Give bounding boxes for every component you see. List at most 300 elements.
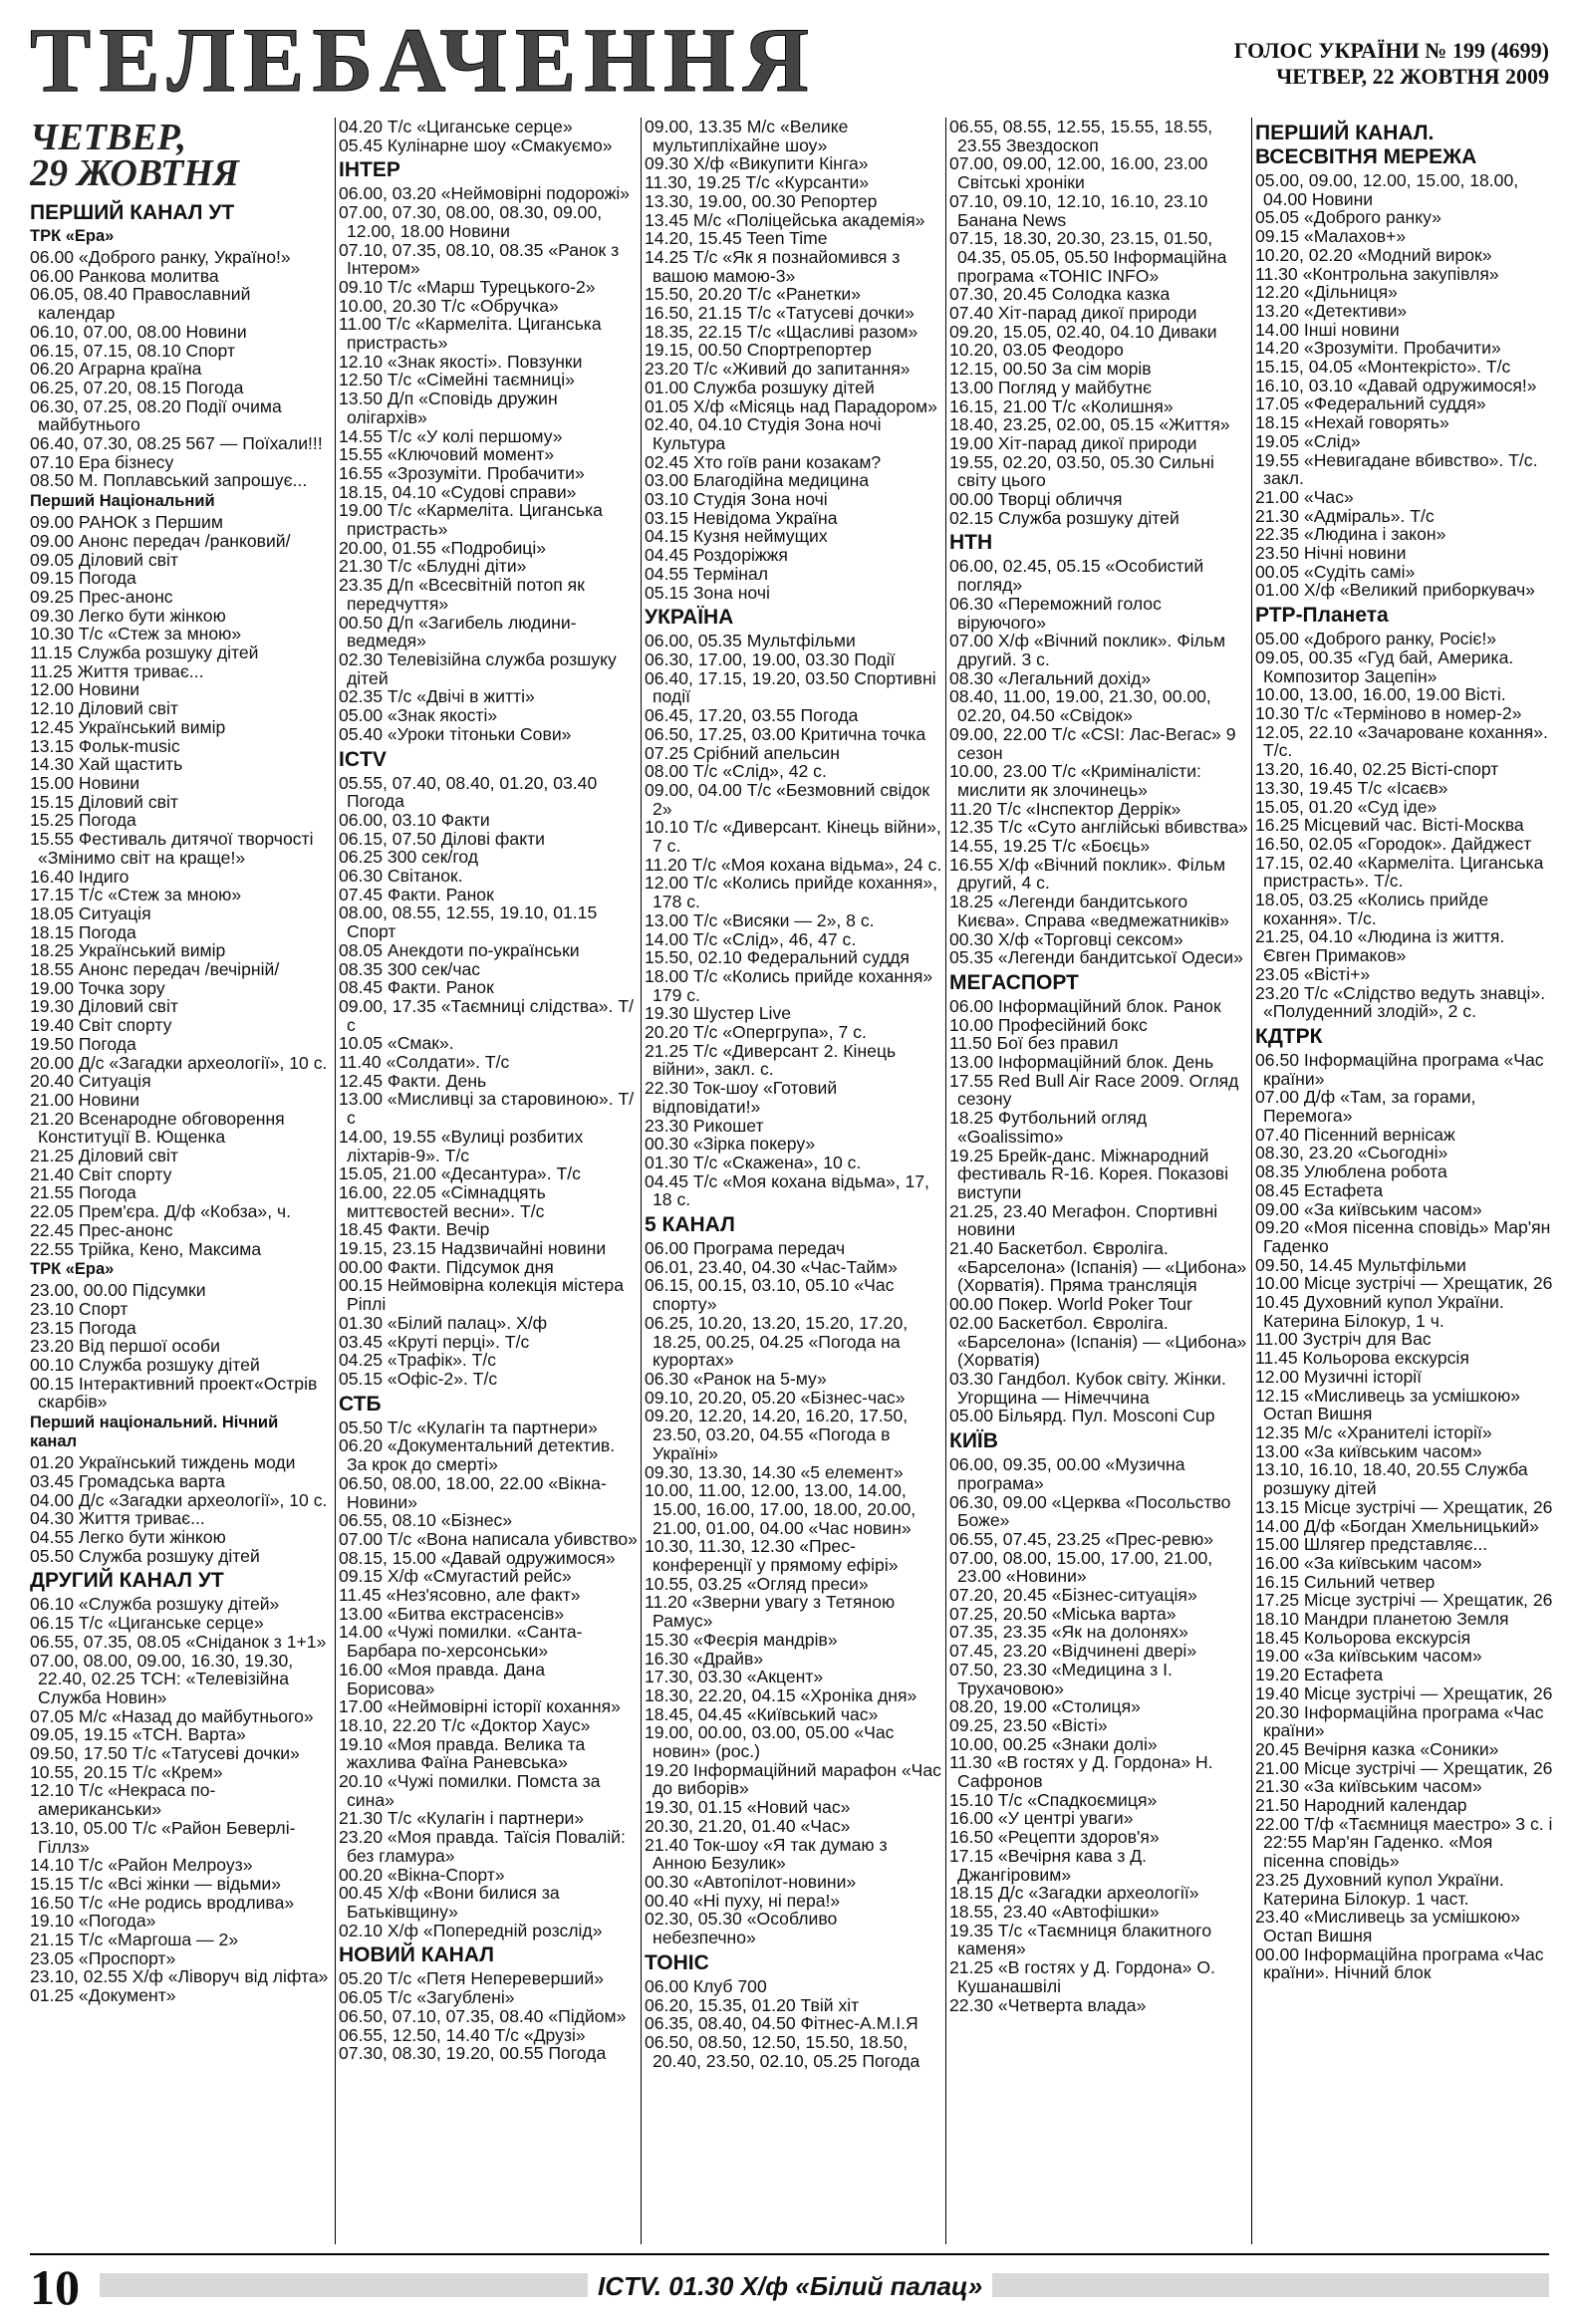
program-entry: 06.55, 08.55, 12.55, 15.55, 18.55, 23.55 Звездоскоп: [949, 118, 1213, 155]
newspaper-issue: ГОЛОС УКРАЇНИ № 199 (4699): [1233, 38, 1549, 63]
program-entry: 21.25 Т/с «Диверсант 2. Кінець війни», закл. с.: [645, 1040, 897, 1080]
program-entry: 01.00 Служба розшуку дітей: [645, 377, 875, 397]
program-entry: 07.45, 23.20 «Відчинені двері»: [949, 1641, 1197, 1662]
program-entry: 23.25 Духовний купол України. Катерина Білокур. 1 част.: [1255, 1869, 1504, 1909]
channel-name: МЕГАСПОРТ: [949, 970, 1079, 994]
program-entry: 06.20 Аграрна країна: [30, 359, 202, 380]
program-entry: 10.55, 03.25 «Огляд преси»: [645, 1573, 869, 1594]
page-number: 10: [30, 2259, 80, 2315]
program-entry: 09.00, 13.35 М/с «Велике мультипліхайне шоу»: [645, 118, 849, 155]
program-entry: 19.30 Шустер Live: [645, 1003, 792, 1024]
program-entry: 20.45 Вечірня казка «Соники»: [1255, 1738, 1499, 1759]
program-entry: 14.00 Д/ф «Богдан Хмельницький»: [1255, 1515, 1539, 1536]
program-entry: 00.45 Х/ф «Вони билися за Батьківщину»: [339, 1883, 560, 1922]
channel-name: РТР-Планета: [1255, 604, 1389, 628]
program-entry: 14.10 Т/с «Район Мелроуз»: [30, 1855, 253, 1876]
program-entry: 06.55, 07.45, 23.25 «Прес-ревю»: [949, 1528, 1214, 1549]
program-entry: 02.45 Хто гоїв рани козакам?: [645, 451, 882, 472]
program-entry: 07.40 Хіт-парад дикої природи: [949, 303, 1197, 324]
program-entry: 00.40 «Ні пуху, ні пера!»: [645, 1890, 841, 1911]
program-entry: 08.30, 23.20 «Сьогодні»: [1255, 1143, 1448, 1163]
program-entry: 06.40, 07.30, 08.25 567 — Поїхали!!!: [30, 433, 323, 454]
program-entry: 19.10 «Моя правда. Велика та жахлива Фаїна Раневська»: [339, 1733, 586, 1773]
program-entry: 03.10 Студія Зона ночі: [645, 489, 828, 510]
program-entry: 02.15 Служба розшуку дітей: [949, 507, 1179, 528]
program-entry: 23.05 «Вісті+»: [1255, 963, 1371, 984]
program-entry: 19.35 Т/с «Таємниця блакитного каменя»: [949, 1920, 1212, 1959]
program-entry: 02.35 Т/с «Двічі в житті»: [339, 686, 535, 707]
program-entry: 07.05 М/с «Назад до майбутнього»: [30, 1705, 314, 1726]
program-entry: 14.20, 15.45 Teen Time: [645, 228, 828, 249]
program-entry: 19.00 «За київським часом»: [1255, 1646, 1482, 1667]
issue-date: ЧЕТВЕР, 22 ЖОВТНЯ 2009: [1276, 64, 1549, 89]
program-entry: 03.00 Благодійна медицина: [645, 470, 870, 491]
program-entry: 20.20 Т/с «Опергрупа», 7 с.: [645, 1022, 867, 1043]
program-entry: 09.00 РАНОК з Першим: [30, 512, 223, 533]
program-entry: 09.50, 17.50 Т/с «Татусеві дочки»: [30, 1743, 300, 1764]
program-entry: 15.15 Т/с «Всі жінки — відьми»: [30, 1873, 282, 1894]
program-entry: 23.10, 02.55 Х/ф «Ліворуч від ліфта»: [30, 1966, 329, 1987]
program-entry: 09.25 Прес-анонс: [30, 586, 173, 607]
program-entry: 21.00 Місце зустрічі — Хрещатик, 26: [1255, 1757, 1553, 1778]
program-entry: 09.10, 20.20, 05.20 «Бізнес-час»: [645, 1387, 906, 1408]
program-entry: 06.25, 10.20, 13.20, 15.20, 17.20, 18.25, 00.25, 04.25 «Погода на курортах»: [645, 1312, 909, 1371]
program-entry: 21.25, 04.10 «Людина із життя. Євген Примаков»: [1255, 926, 1505, 966]
program-entry: 07.00, 09.00, 12.00, 16.00, 23.00 Світські хроніки: [949, 153, 1208, 193]
program-entry: 19.00 Точка зору: [30, 977, 165, 998]
program-entry: 13.30, 19.00, 00.30 Репортер: [645, 190, 878, 211]
program-entry: 09.05, 19.15 «ТСН. Варта»: [30, 1724, 246, 1745]
program-entry: 00.05 «Судіть самі»: [1255, 561, 1416, 582]
program-entry: 23.30 Рикошет: [645, 1115, 764, 1136]
program-entry: 10.10 Т/с «Диверсант. Кінець війни», 7 с.: [645, 817, 941, 857]
program-entry: 02.30 Телевізійна служба розшуку дітей: [339, 648, 617, 688]
page-header: [30, 9, 1549, 120]
program-entry: 21.15 Т/с «Маргоша — 2»: [30, 1930, 239, 1950]
column-divider: [1251, 118, 1252, 2244]
program-entry: 01.30 Т/с «Скажена», 10 с.: [645, 1152, 862, 1172]
program-entry: 15.50, 02.10 Федеральний суддя: [645, 947, 910, 968]
program-entry: 00.00 Інформаційна програма «Час країни». Нічний блок: [1255, 1943, 1544, 1983]
program-entry: 01.30 «Білий палац». Х/ф: [339, 1312, 548, 1333]
program-entry: 06.00, 02.45, 05.15 «Особистий погляд»: [949, 556, 1204, 596]
program-entry: 11.45 Кольорова екскурсія: [1255, 1348, 1469, 1369]
program-entry: 13.15 Фольк-music: [30, 735, 180, 756]
program-entry: 22.00 Т/ф «Таємниця маестро» 3 с. і 22:55 Мар'ян Гаденко. «Моя пісенна сповідь»: [1255, 1813, 1553, 1872]
program-entry: 18.40, 23.25, 02.00, 05.15 «Життя»: [949, 414, 1230, 435]
program-entry: 11.30 «В гостях у Д. Гордона» Н. Сафронов: [949, 1752, 1213, 1792]
program-entry: 05.00, 09.00, 12.00, 15.00, 18.00, 04.00 Новини: [1255, 170, 1519, 209]
program-entry: 16.15, 21.00 Т/с «Колишня»: [949, 395, 1174, 416]
program-entry: 11.50 Бої без правил: [949, 1033, 1119, 1054]
program-entry: 11.15 Служба розшуку дітей: [30, 643, 259, 663]
program-entry: 12.10 Діловий світ: [30, 698, 178, 719]
program-entry: 07.45 Факти. Ранок: [339, 884, 494, 904]
program-entry: 08.20, 19.00 «Столиця»: [949, 1696, 1141, 1717]
program-entry: 04.15 Кузня неймущих: [645, 526, 828, 547]
program-entry: 20.30 Інформаційна програма «Час країни»: [1255, 1701, 1544, 1741]
program-entry: 08.00 Т/с «Слід», 42 с.: [645, 761, 827, 782]
program-entry: 07.30, 08.30, 19.20, 00.55 Погода: [339, 2043, 607, 2064]
program-entry: 07.35, 23.35 «Як на долонях»: [949, 1622, 1188, 1643]
program-entry: 08.15, 15.00 «Давай одружимося»: [339, 1547, 616, 1568]
program-entry: 00.00 Творці обличчя: [949, 489, 1123, 510]
program-entry: 11.00 Зустріч для Вас: [1255, 1329, 1432, 1350]
program-entry: 23.20 Т/с «Живий до запитання»: [645, 359, 911, 380]
program-entry: 11.45 «Нез'ясовно, але факт»: [339, 1585, 581, 1606]
program-entry: 14.55 Т/с «У колі першому»: [339, 425, 563, 446]
program-entry: 06.01, 23.40, 04.30 «Час-Тайм»: [645, 1256, 898, 1277]
program-entry: 05.15 Зона ночі: [645, 582, 770, 603]
program-entry: 17.15 Т/с «Стеж за мною»: [30, 885, 242, 905]
program-entry: 09.15 Погода: [30, 568, 136, 589]
program-entry: 15.05, 21.00 «Десантура». Т/с: [339, 1163, 581, 1184]
channel-name: НТН: [949, 531, 993, 555]
channel-name: 5 КАНАЛ: [645, 1213, 735, 1237]
program-entry: 09.25, 23.50 «Вісті»: [949, 1714, 1108, 1735]
program-entry: 11.20 «Зверни увагу з Тетяною Рамус»: [645, 1592, 896, 1632]
program-entry: 09.20 «Моя пісенна сповідь» Мар'ян Гаденко: [1255, 1217, 1551, 1256]
program-entry: 12.45 Український вимір: [30, 716, 226, 737]
schedule-column-4: [949, 118, 1248, 2249]
program-entry: 16.00 «У центрі уваги»: [949, 1808, 1134, 1829]
program-entry: 22.45 Прес-анонс: [30, 1219, 173, 1240]
program-entry: 17.30, 03.30 «Акцент»: [645, 1667, 824, 1687]
program-entry: 08.45 Факти. Ранок: [339, 977, 494, 998]
program-entry: 06.35, 08.40, 04.50 Фітнес-А.М.І.Я: [645, 2013, 918, 2034]
program-entry: 05.05 «Доброго ранку»: [1255, 207, 1441, 228]
program-entry: 19.20 Інформаційний марафон «Час до виборів»: [645, 1759, 941, 1799]
program-entry: 09.10 Т/с «Марш Турецького-2»: [339, 276, 596, 297]
program-entry: 00.30 Х/ф «Торговці сексом»: [949, 928, 1183, 949]
program-entry: 16.50, 21.15 Т/с «Татусеві дочки»: [645, 303, 915, 324]
program-entry: 15.55 Фестиваль дитячої творчості «Змінимо світ на краще!»: [30, 829, 314, 868]
program-entry: 14.55, 19.25 Т/с «Боєць»: [949, 836, 1151, 857]
channel-name: КИЇВ: [949, 1429, 998, 1453]
program-entry: 17.15 «Вечірня кава з Д. Джангіровим»: [949, 1845, 1148, 1885]
program-entry: 10.55, 20.15 Т/с «Крем»: [30, 1761, 223, 1782]
program-entry: 21.25 Діловий світ: [30, 1146, 178, 1166]
program-entry: 19.55, 02.20, 03.50, 05.30 Сильні світу цього: [949, 451, 1214, 491]
program-entry: 06.55, 07.35, 08.05 «Сніданок з 1+1»: [30, 1631, 327, 1652]
program-entry: 14.00 Т/с «Слід», 46, 47 с.: [645, 928, 857, 949]
program-entry: 10.20, 02.20 «Модний вирок»: [1255, 244, 1492, 265]
program-entry: 14.25 Т/с «Як я познайомився з вашою мамою-3»: [645, 246, 901, 286]
program-entry: 18.15, 04.10 «Судові справи»: [339, 481, 577, 502]
column-divider: [641, 118, 642, 2244]
program-entry: 07.00, 08.00, 09.00, 16.30, 19.30, 22.40, 02.25 ТСН: «Телевізійна Служба Новин»: [30, 1650, 294, 1707]
program-entry: 06.00, 09.35, 00.00 «Музична програма»: [949, 1454, 1185, 1493]
program-entry: 07.10, 09.10, 12.10, 16.10, 23.10 Банана News: [949, 190, 1208, 230]
program-entry: 06.30 Світанок.: [339, 866, 463, 887]
program-entry: 19.25 Брейк-данс. Міжнародний фестиваль R-16. Корея. Показові виступи: [949, 1145, 1229, 1202]
program-entry: 03.45 «Круті перці». Т/с: [339, 1331, 530, 1352]
program-entry: 05.50 Служба розшуку дітей: [30, 1545, 260, 1566]
program-entry: 18.25 Футбольний огляд «Goalissimo»: [949, 1108, 1148, 1147]
program-entry: 18.45, 04.45 «Київський час»: [645, 1703, 879, 1724]
program-entry: 00.30 «Зірка покеру»: [645, 1134, 816, 1155]
program-entry: 12.00 Новини: [30, 679, 140, 700]
program-entry: 14.00 Інші новини: [1255, 319, 1400, 340]
program-entry: 07.10 Ера бізнесу: [30, 451, 174, 472]
program-entry: 11.30, 19.25 Т/с «Курсанти»: [645, 172, 870, 193]
program-entry: 05.00 «Знак якості»: [339, 705, 498, 726]
program-entry: 09.00, 17.35 «Таємниці слідства». Т/с: [339, 995, 634, 1035]
program-entry: 10.00, 11.00, 12.00, 13.00, 14.00, 15.00, 16.00, 17.00, 18.00, 20.00, 21.00, 01.00, 04.00 «Час новин»: [645, 1480, 916, 1538]
program-entry: 12.35 Т/с «Суто англійські вбивства»: [949, 817, 1248, 838]
program-entry: 07.00 Т/с «Вона написала убивство»: [339, 1528, 638, 1549]
program-entry: 00.10 Служба розшуку дітей: [30, 1355, 260, 1376]
program-entry: 12.20 «Дільниця»: [1255, 282, 1398, 303]
program-entry: 08.35 Улюблена робота: [1255, 1162, 1447, 1182]
program-entry: 15.00 Шлягер представляє...: [1255, 1534, 1488, 1555]
program-entry: 21.00 «Час»: [1255, 486, 1354, 507]
program-entry: 06.40, 17.15, 19.20, 03.50 Спортивні події: [645, 667, 936, 707]
program-entry: 09.20, 15.05, 02.40, 04.10 Диваки: [949, 321, 1217, 342]
program-entry: 08.00, 08.55, 12.55, 19.10, 01.15 Спорт: [339, 903, 598, 942]
program-entry: 04.20 Т/с «Циганське серце»: [339, 118, 573, 136]
program-entry: 10.00 Професійний бокс: [949, 1014, 1148, 1035]
program-entry: 21.40 Баскетбол. Євроліга. «Барселона» (Іспанія) — «Цибона» (Хорватія). Пряма трансляція: [949, 1238, 1247, 1296]
column-divider: [945, 118, 946, 2244]
program-entry: 09.20, 12.20, 14.20, 16.20, 17.50, 23.50, 03.20, 04.55 «Погода в Україні»: [645, 1406, 909, 1463]
program-entry: 20.40 Ситуація: [30, 1071, 151, 1092]
program-entry: 02.40, 04.10 Студія Зона ночі Культура: [645, 414, 882, 453]
program-entry: 06.45, 17.20, 03.55 Погода: [645, 705, 859, 726]
program-entry: 06.10, 07.00, 08.00 Новини: [30, 321, 247, 342]
program-entry: 13.15 Місце зустрічі — Хрещатик, 26: [1255, 1496, 1553, 1517]
program-entry: 09.00 Анонс передач /ранковий/: [30, 530, 291, 551]
program-entry: 23.20 Від першої особи: [30, 1336, 220, 1357]
program-entry: 10.00 Місце зустрічі — Хрещатик, 26: [1255, 1273, 1553, 1294]
program-entry: 01.05 Х/ф «Місяць над Парадором»: [645, 395, 937, 416]
program-entry: 06.00, 03.20 «Неймовірні подорожі»: [339, 183, 631, 204]
program-entry: 18.15 Погода: [30, 921, 136, 942]
channel-subheading: Перший Національний: [30, 492, 215, 511]
program-entry: 20.10 «Чужі помилки. Помста за сина»: [339, 1771, 601, 1810]
program-entry: 12.15, 00.50 За сім морів: [949, 359, 1152, 380]
program-entry: 21.25 «В гостях у Д. Гордона» О. Кушанашвілі: [949, 1957, 1215, 1996]
schedule-column-3: [645, 118, 943, 2249]
program-entry: 15.05, 01.20 «Суд іде»: [1255, 796, 1438, 817]
program-entry: 06.00 Ранкова молитва: [30, 265, 219, 286]
program-entry: 16.00 «За київським часом»: [1255, 1552, 1482, 1573]
program-entry: 06.15, 07.50 Ділові факти: [339, 828, 545, 849]
program-entry: 19.30 Діловий світ: [30, 996, 178, 1017]
program-entry: 00.15 Інтерактивний проект«Острів скарбів»: [30, 1373, 318, 1413]
program-entry: 07.40 Пісенний вернісаж: [1255, 1124, 1455, 1145]
program-entry: 07.20, 20.45 «Бізнес-ситуація»: [949, 1585, 1197, 1606]
program-entry: 16.40 Індиго: [30, 866, 130, 887]
program-entry: 06.00, 03.10 Факти: [339, 809, 490, 830]
program-entry: 17.25 Місце зустрічі — Хрещатик, 26: [1255, 1590, 1553, 1611]
program-entry: 13.00 «Битва екстрасенсів»: [339, 1603, 565, 1624]
program-entry: 10.20, 03.05 Феодоро: [949, 340, 1124, 361]
program-entry: 17.05 «Федеральний суддя»: [1255, 393, 1486, 414]
program-entry: 21.40 Ток-шоу «Я так думаю з Анною Безулик»: [645, 1834, 888, 1874]
program-entry: 17.00 «Неймовірні історії кохання»: [339, 1696, 621, 1717]
program-entry: 08.30 «Легальний дохід»: [949, 667, 1152, 688]
program-entry: 10.30, 11.30, 12.30 «Прес-конференції у прямому ефірі»: [645, 1536, 899, 1576]
program-entry: 21.30 Т/с «Кулагін і партнери»: [339, 1808, 585, 1829]
program-entry: 12.00 Музичні історії: [1255, 1366, 1423, 1387]
program-entry: 20.00 Д/с «Загадки археології», 10 с.: [30, 1052, 328, 1073]
program-entry: 17.15, 02.40 «Кармеліта. Циганська пристрасть». Т/с.: [1255, 852, 1544, 892]
program-entry: 07.00, 08.00, 15.00, 17.00, 21.00, 23.00 «Новини»: [949, 1547, 1213, 1587]
program-entry: 12.50 Т/с «Сімейні таємниці»: [339, 370, 575, 390]
program-entry: 23.10 Спорт: [30, 1298, 129, 1319]
program-entry: 12.15 «Мисливець за усмішкою» Остап Вишня: [1255, 1385, 1521, 1424]
program-entry: 04.45 Т/с «Моя кохана відьма», 17, 18 с.: [645, 1170, 929, 1210]
program-entry: 11.25 Життя триває...: [30, 660, 204, 681]
program-entry: 04.45 Роздоріжжя: [645, 545, 788, 566]
program-entry: 19.10 «Погода»: [30, 1911, 156, 1932]
program-entry: 18.25 «Легенди бандитського Києва». Справа «ведмежатників»: [949, 892, 1229, 930]
program-entry: 05.55, 07.40, 08.40, 01.20, 03.40 Погода: [339, 772, 598, 812]
program-entry: 18.10, 22.20 Т/с «Доктор Хаус»: [339, 1714, 591, 1735]
program-entry: 06.00 Інформаційний блок. Ранок: [949, 995, 1221, 1016]
program-entry: 21.50 Народний календар: [1255, 1795, 1467, 1816]
program-entry: 06.30, 09.00 «Церква «Посольство Боже»: [949, 1491, 1231, 1531]
program-entry: 19.00 Хіт-парад дикої природи: [949, 432, 1197, 453]
program-entry: 18.05, 03.25 «Колись прийде кохання». Т/с.: [1255, 890, 1489, 928]
program-entry: 09.15 «Малахов+»: [1255, 226, 1407, 247]
channel-name: ICTV: [339, 747, 387, 771]
program-entry: 08.40, 11.00, 19.00, 21.30, 00.00, 02.20, 04.50 «Свідок»: [949, 686, 1211, 726]
program-entry: 04.55 Легко бути жінкою: [30, 1527, 226, 1547]
program-entry: 04.55 Термінал: [645, 563, 769, 584]
program-entry: 01.20 Український тиждень моди: [30, 1452, 296, 1473]
program-entry: 23.40 «Мисливець за усмішкою» Остап Вишня: [1255, 1907, 1521, 1945]
section-title: ТЕЛЕБАЧЕННЯ: [30, 9, 817, 111]
channel-subheading: ТРК «Ера»: [30, 1260, 115, 1279]
program-entry: 05.20 Т/с «Петя Непереверший»: [339, 1968, 604, 1989]
program-entry: 16.55 Х/ф «Вічний поклик». Фільм другий, 4 с.: [949, 854, 1226, 894]
program-entry: 06.30, 17.00, 19.00, 03.30 Події: [645, 648, 896, 669]
program-entry: 06.15, 07.15, 08.10 Спорт: [30, 340, 235, 361]
program-entry: 03.45 Громадська варта: [30, 1470, 225, 1491]
program-entry: 06.20 «Документальний детектив. За крок до смерті»: [339, 1435, 616, 1475]
schedule-column-5: [1255, 118, 1554, 2249]
program-entry: 16.25 Місцевий час. Вісті-Москва: [1255, 815, 1524, 836]
program-entry: 02.30, 05.30 «Особливо небезпечно»: [645, 1909, 838, 1948]
program-entry: 06.15, 00.15, 03.10, 05.10 «Час спорту»: [645, 1275, 895, 1315]
program-entry: 15.50, 20.20 Т/с «Ранетки»: [645, 284, 862, 305]
program-entry: 07.00 Х/ф «Вічний поклик». Фільм другий. 3 с.: [949, 631, 1226, 669]
program-entry: 06.15 Т/с «Циганське серце»: [30, 1613, 264, 1634]
program-entry: 10.45 Духовний купол України. Катерина Білокур, 1 ч.: [1255, 1292, 1504, 1331]
program-entry: 07.30, 20.45 Солодка казка: [949, 284, 1171, 305]
program-entry: 13.30, 19.45 Т/с «Ісаєв»: [1255, 777, 1448, 798]
program-entry: 22.35 «Людина і закон»: [1255, 524, 1446, 545]
program-entry: 06.50, 08.50, 12.50, 15.50, 18.50, 20.40, 23.50, 02.10, 05.25 Погода: [645, 2031, 920, 2071]
program-entry: 19.20 Естафета: [1255, 1665, 1384, 1685]
program-entry: 07.25 Срібний апельсин: [645, 742, 840, 763]
program-entry: 06.25, 07.20, 08.15 Погода: [30, 377, 244, 397]
issue-meta: [1234, 38, 1549, 90]
program-entry: 06.00 Програма передач: [645, 1238, 846, 1259]
program-entry: 13.00 «Мисливці за старовиною». Т/с: [339, 1089, 635, 1129]
program-entry: 07.15, 18.30, 20.30, 23.15, 01.50, 04.35, 05.05, 05.50 Інформаційна програма «ТОНІС INFO»: [949, 228, 1227, 286]
program-entry: 11.00 Т/с «Кармеліта. Циганська пристрасть»: [339, 314, 602, 354]
program-entry: 16.30 «Драйв»: [645, 1648, 764, 1669]
program-entry: 10.00, 20.30 Т/с «Обручка»: [339, 295, 559, 316]
program-entry: 05.35 «Легенди бандитської Одеси»: [949, 947, 1243, 968]
program-entry: 06.05, 08.40 Православний календар: [30, 284, 251, 324]
program-entry: 06.55, 08.10 «Бізнес»: [339, 1510, 513, 1531]
program-entry: 21.20 Всенародне обговорення Конституції В. Ющенка: [30, 1108, 285, 1148]
program-entry: 07.50, 23.30 «Медицина з І. Трухачовою»: [949, 1659, 1173, 1698]
program-entry: 16.50, 02.05 «Городок». Дайджест: [1255, 833, 1532, 854]
channel-name: ПЕРШИЙ КАНАЛ УТ: [30, 201, 235, 224]
program-entry: 06.25 300 сек/год: [339, 847, 479, 868]
program-entry: 01.00 Х/ф «Великий приборкувач»: [1255, 580, 1535, 601]
schedule-column-2: [339, 118, 638, 2249]
program-entry: 04.25 «Трафік». Т/с: [339, 1350, 497, 1371]
program-entry: 19.15, 00.50 Спортрепортер: [645, 340, 872, 361]
program-entry: 13.45 М/с «Поліцейська академія»: [645, 209, 925, 230]
program-entry: 06.30, 07.25, 08.20 Події очима майбутнього: [30, 395, 282, 435]
program-entry: 06.30 «Ранок на 5-му»: [645, 1369, 827, 1389]
program-entry: 07.10, 07.35, 08.10, 08.35 «Ранок з Інтером»: [339, 239, 620, 279]
program-entry: 12.45 Факти. День: [339, 1070, 487, 1091]
program-entry: 23.20 Т/с «Слідство ведуть знавці». «Полуденний злодій», 2 с.: [1255, 982, 1546, 1022]
program-entry: 11.30 «Контрольна закупівля»: [1255, 263, 1499, 284]
channel-name: НОВИЙ КАНАЛ: [339, 1943, 494, 1967]
program-entry: 19.40 Світ спорту: [30, 1015, 172, 1036]
program-entry: 21.40 Світ спорту: [30, 1163, 172, 1184]
program-entry: 14.00, 19.55 «Вулиці розбитих ліхтарів-9». Т/с: [339, 1126, 584, 1165]
program-entry: 13.20 «Детективи»: [1255, 300, 1408, 321]
program-entry: 14.00 «Чужі помилки. «Санта-Барбара по-херсонськи»: [339, 1622, 583, 1662]
program-entry: 09.15 Х/ф «Смугастий рейс»: [339, 1566, 572, 1587]
program-entry: 15.30 «Феєрія мандрів»: [645, 1629, 838, 1650]
program-entry: 08.50 М. Поплавський запрошує...: [30, 470, 308, 491]
program-entry: 18.10 Мандри планетою Земля: [1255, 1609, 1509, 1630]
footer-rule: [30, 2253, 1549, 2255]
program-entry: 06.10 «Служба розшуку дітей»: [30, 1594, 280, 1615]
channel-name: ДРУГИЙ КАНАЛ УТ: [30, 1569, 224, 1593]
program-entry: 22.30 Ток-шоу «Готовий відповідати!»: [645, 1078, 838, 1117]
program-entry: 18.55, 23.40 «Автофішки»: [949, 1901, 1160, 1922]
program-entry: 00.30 «Автопілот-новини»: [645, 1871, 857, 1892]
program-entry: 23.20 «Моя правда. Таїсія Повалій: без гламура»: [339, 1827, 626, 1866]
program-entry: 10.05 «Смак».: [339, 1033, 454, 1054]
program-entry: 21.30 «Адміраль». Т/с: [1255, 505, 1435, 526]
column-divider: [335, 118, 336, 2244]
program-entry: 20.30, 21.20, 01.40 «Час»: [645, 1815, 851, 1836]
program-entry: 12.05, 22.10 «Зачароване кохання». Т/с.: [1255, 721, 1548, 761]
program-entry: 14.30 Хай щастить: [30, 754, 183, 775]
program-entry: 16.15 Сильний четвер: [1255, 1571, 1436, 1592]
program-entry: 11.40 «Солдати». Т/с: [339, 1052, 510, 1073]
page-footer: [30, 2259, 1549, 2315]
program-entry: 07.00, 07.30, 08.00, 08.30, 09.00, 12.00, 18.00 Новини: [339, 202, 603, 241]
program-entry: 05.00 «Доброго ранку, Росіє!»: [1255, 629, 1497, 649]
program-entry: 21.00 Новини: [30, 1089, 140, 1110]
schedule-date: ЧЕТВЕР, 29 ЖОВТНЯ: [30, 118, 239, 194]
program-entry: 02.00 Баскетбол. Євроліга. «Барселона» (Іспанія) — «Цибона» (Хорватія): [949, 1312, 1247, 1371]
program-entry: 00.00 Покер. World Poker Tour: [949, 1294, 1192, 1315]
program-entry: 05.40 «Уроки тітоньки Сови»: [339, 723, 572, 744]
program-entry: 17.55 Red Bull Air Race 2009. Огляд сезону: [949, 1070, 1239, 1110]
program-entry: 19.30, 01.15 «Новий час»: [645, 1797, 851, 1818]
program-entry: 13.00 «За київським часом»: [1255, 1440, 1482, 1461]
channel-subheading: Перший національний. Нічний канал: [30, 1414, 279, 1451]
program-entry: 06.50, 07.10, 07.35, 08.40 «Підйом»: [339, 2005, 627, 2026]
program-entry: 10.30 Т/с «Стеж за мною»: [30, 624, 242, 645]
program-entry: 09.50, 14.45 Мультфільми: [1255, 1254, 1466, 1275]
